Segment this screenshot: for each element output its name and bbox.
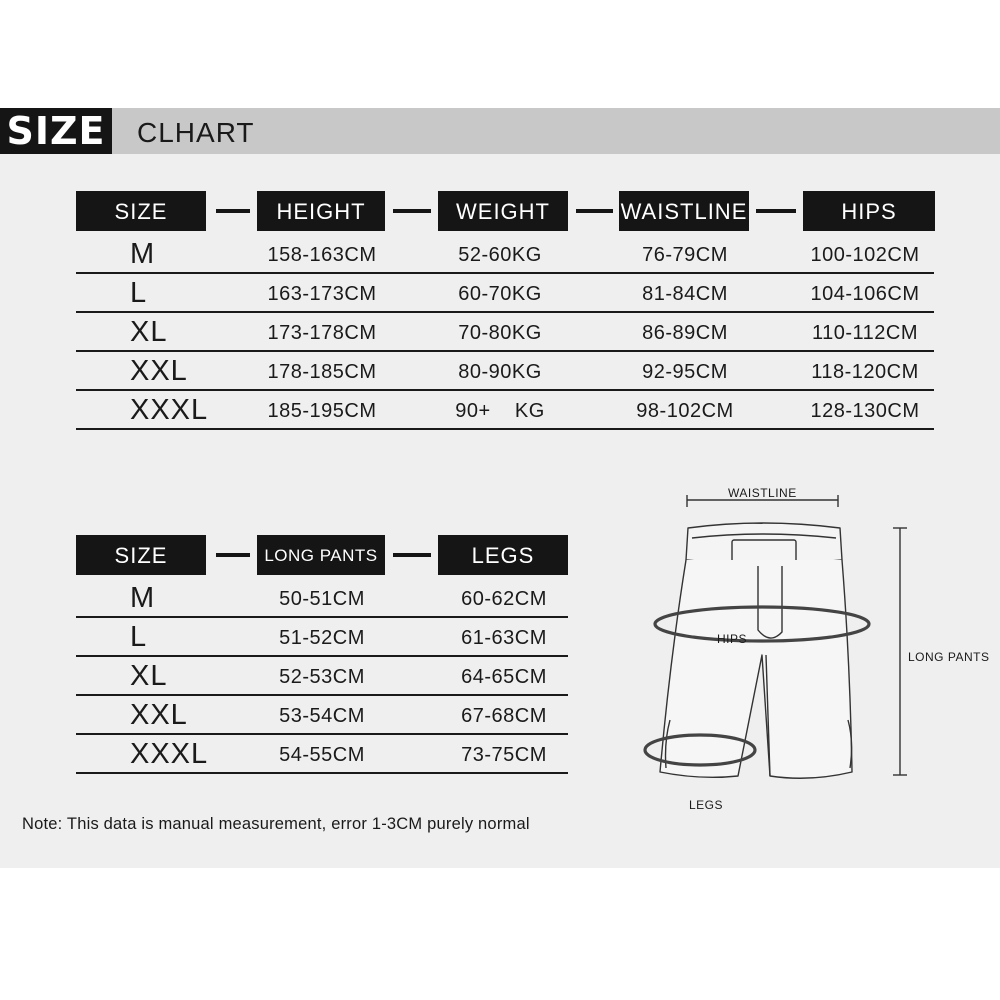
value-cell: 86-89CM <box>642 322 728 344</box>
value-cell: 60-62CM <box>461 588 547 610</box>
header-connector <box>756 209 796 213</box>
t1-header-size: SIZE <box>76 191 206 231</box>
t1-header-height: HEIGHT <box>257 191 385 231</box>
value-cell: 81-84CM <box>642 283 728 305</box>
value-cell: 52-53CM <box>279 666 365 688</box>
table-row <box>76 656 568 696</box>
value-cell: 185-195CM <box>267 400 377 422</box>
size-cell: XXXL <box>130 738 209 770</box>
value-cell: 52-60KG <box>458 244 542 266</box>
size-cell: XXL <box>130 699 188 731</box>
value-cell: 50-51CM <box>279 588 365 610</box>
value-cell: 128-130CM <box>810 400 920 422</box>
size-cell: M <box>130 582 156 614</box>
value-cell: 61-63CM <box>461 627 547 649</box>
value-cell: 92-95CM <box>642 361 728 383</box>
value-cell: 51-52CM <box>279 627 365 649</box>
value-cell: 163-173CM <box>267 283 377 305</box>
t1-header-waistline: WAISTLINE <box>619 191 749 231</box>
value-cell: 54-55CM <box>279 744 365 766</box>
title-size-label: SIZE <box>0 108 112 154</box>
t2-header-legs: LEGS <box>438 535 568 575</box>
table-row <box>76 390 934 430</box>
diagram-label-waistline: WAISTLINE <box>728 486 797 500</box>
diagram-label-hips: HIPS <box>717 632 748 646</box>
value-cell: 98-102CM <box>636 400 734 422</box>
header-connector <box>393 209 431 213</box>
diagram-label-long-pants: LONG PANTS <box>908 650 990 664</box>
table-row <box>76 312 934 352</box>
header-connector <box>216 553 250 557</box>
table-row <box>76 273 934 313</box>
size-cell: XXXL <box>130 394 209 426</box>
table-row <box>76 734 568 774</box>
table-row <box>76 578 568 618</box>
table-row <box>76 351 934 391</box>
table-row <box>76 617 568 657</box>
size-cell: L <box>130 277 148 309</box>
size-cell: XL <box>130 660 168 692</box>
t1-header-hips: HIPS <box>803 191 935 231</box>
t2-header-size: SIZE <box>76 535 206 575</box>
value-cell: 118-120CM <box>811 361 919 383</box>
size-cell: L <box>130 621 148 653</box>
value-cell: 70-80KG <box>458 322 542 344</box>
header-connector <box>576 209 613 213</box>
value-cell: 90+ KG <box>455 400 545 422</box>
value-cell: 178-185CM <box>267 361 377 383</box>
value-cell: 110-112CM <box>811 322 919 344</box>
size-cell: XXL <box>130 355 188 387</box>
value-cell: 100-102CM <box>810 244 920 266</box>
t1-header-weight: WEIGHT <box>438 191 568 231</box>
value-cell: 80-90KG <box>458 361 542 383</box>
header-connector <box>216 209 250 213</box>
value-cell: 104-106CM <box>810 283 920 305</box>
value-cell: 64-65CM <box>461 666 547 688</box>
size-cell: XL <box>130 316 168 348</box>
header-connector <box>393 553 431 557</box>
value-cell: 158-163CM <box>267 244 377 266</box>
value-cell: 60-70KG <box>458 283 542 305</box>
value-cell: 53-54CM <box>279 705 365 727</box>
value-cell: 173-178CM <box>267 322 377 344</box>
value-cell: 76-79CM <box>642 244 728 266</box>
diagram-label-legs: LEGS <box>689 798 724 812</box>
t2-header-long-pants: LONG PANTS <box>257 535 385 575</box>
measurement-note: Note: This data is manual measurement, error 1-3CM purely normal <box>22 815 530 833</box>
title-chart-label: CLHART <box>137 117 255 148</box>
table-row <box>76 695 568 735</box>
shorts-diagram <box>630 480 1000 820</box>
value-cell: 67-68CM <box>461 705 547 727</box>
table-row <box>76 234 934 274</box>
value-cell: 73-75CM <box>461 744 547 766</box>
size-cell: M <box>130 238 156 270</box>
